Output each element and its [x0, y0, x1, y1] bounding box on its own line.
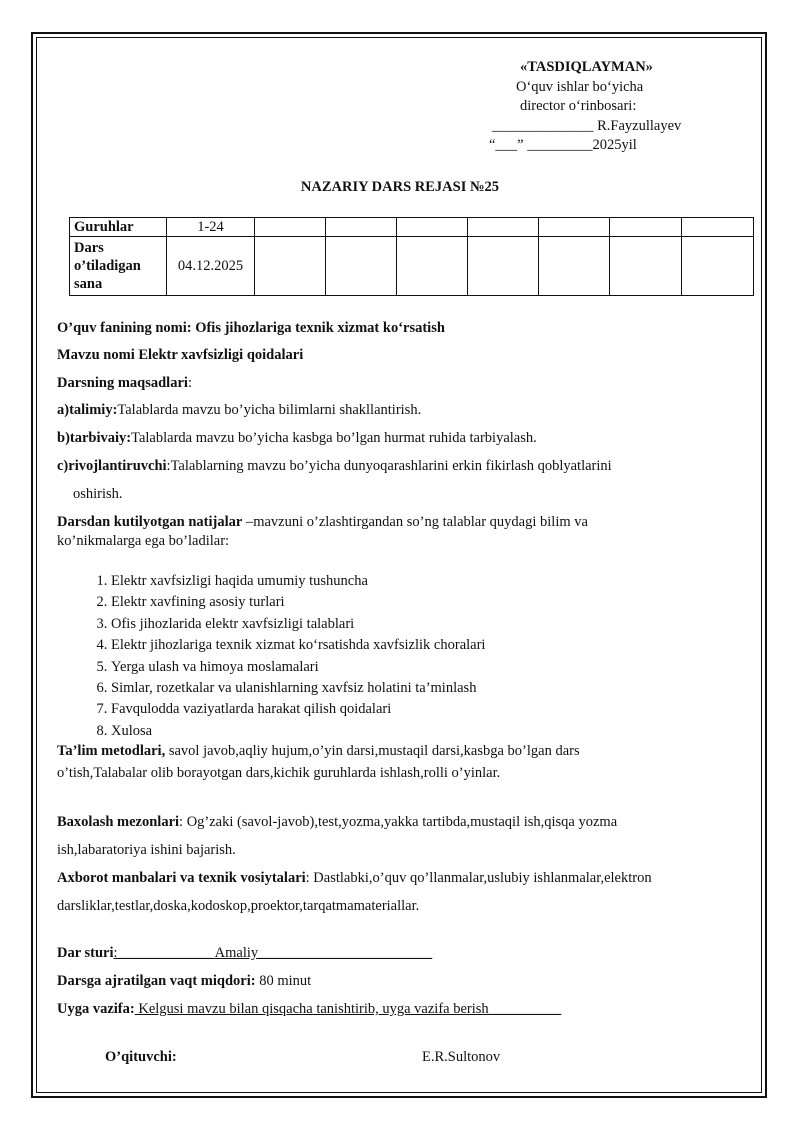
goal-c-text: :Talablarning mavzu bo’yicha dunyoqarashlarini erkin fikirlash qoblyatlarini [166, 458, 612, 474]
table-cell-empty [326, 218, 397, 237]
goal-b-label: b)tarbivaiy: [57, 430, 132, 446]
goals-heading [57, 374, 192, 393]
lesson-type-label: Dar sturi [57, 945, 114, 961]
table-cell-empty [255, 237, 326, 296]
assessment-text-1: : Og’zaki (savol-javob),test,yozma,yakka tartibda,mustaqil ish,qisqa yozma [179, 814, 618, 830]
approval-line-2: director o‘rinbosari: [520, 98, 637, 114]
outcomes-intro [57, 513, 588, 532]
schedule-table [69, 217, 754, 296]
topic-value: Elektr xavfsizligi qoidalari [138, 347, 304, 363]
table-cell-empty [539, 237, 610, 296]
goals-label: Darsning maqsadlari [57, 375, 188, 391]
date-label: Dars o’tiladigan sana [70, 237, 167, 296]
goal-a [57, 401, 421, 420]
approval-line-1: O‘quv ishlar bo‘yicha [516, 78, 644, 95]
methods-text-1: savol javob,aqliy hujum,o’yin darsi,mustaqil darsi,kasbga bo’lgan dars [165, 743, 580, 759]
assessment-label: Baxolash mezonlari [57, 814, 180, 830]
duration-line [57, 972, 311, 991]
topic-line [57, 346, 303, 365]
resources-line [57, 869, 652, 888]
document-title: NAZARIY DARS REJASI №25 [300, 179, 500, 195]
list-item: 6. Simlar, rozetkalar va ulanishlarning xavfsiz holatini ta’minlash [111, 678, 485, 699]
approval-block [489, 58, 749, 156]
outcomes-text-2: ko’nikmalarga ega bo’ladilar: [57, 533, 230, 549]
goal-a-text: Talablarda mavzu bo’yicha bilimlarni shakllantirish. [117, 402, 422, 418]
assessment-text-2: ish,labaratoriya ishini bajarish. [57, 842, 236, 858]
goal-c-continuation: oshirish. [73, 486, 123, 502]
goal-b-text: Talablarda mavzu bo’yicha kasbga bo’lgan hurmat ruhida tarbiyalash. [131, 430, 537, 446]
teacher-label: O’qituvchi: [105, 1049, 177, 1065]
subject-value: Ofis jihozlariga texnik xizmat ko‘rsatish [191, 320, 445, 336]
lesson-type-value: :_____________ Amaliy________________________ [113, 945, 433, 961]
list-item: 1. Elektr xavfsizligi haqida umumiy tushuncha [111, 571, 485, 592]
methods-label: Ta’lim metodlari, [57, 743, 166, 759]
table-cell-empty [397, 237, 468, 296]
list-item: 2. Elektr xavfining asosiy turlari [111, 592, 485, 613]
goal-c-label: c)rivojlantiruvchi [57, 458, 167, 474]
duration-label: Darsga ajratilgan vaqt miqdori: [57, 973, 256, 989]
lesson-type-line [57, 944, 432, 963]
outcomes-label: Darsdan kutilyotgan natijalar [57, 514, 243, 530]
methods-line [57, 742, 580, 761]
list-item: 3. Ofis jihozlarida elektr xavfsizligi talablari [111, 614, 485, 635]
groups-value: 1-24 [167, 218, 255, 237]
homework-value: Kelgusi mavzu bilan qisqacha tanishtirib, uyga vazifa berish__________ [134, 1001, 562, 1017]
table-cell-empty [610, 218, 682, 237]
signature-blank: ______________ [492, 117, 594, 134]
teacher-name: E.R.Sultonov [422, 1049, 501, 1065]
list-item: 7. Favqulodda vaziyatlarda harakat qilish qoidalari [111, 699, 485, 720]
goal-a-label: a)talimiy: [57, 402, 118, 418]
goal-c [57, 457, 612, 476]
list-item: 8. Xulosa [111, 721, 485, 742]
topic-label: Mavzu nomi [57, 347, 139, 363]
subject-label: O’quv fanining nomi: [57, 320, 192, 336]
table-cell-empty [468, 218, 539, 237]
groups-label: Guruhlar [70, 218, 167, 237]
resources-text-1: : Dastlabki,o’quv qo’llanmalar,uslubiy ishlanmalar,elektron [305, 870, 652, 886]
homework-line [57, 1000, 561, 1019]
list-item: 5. Yerga ulash va himoya moslamalari [111, 657, 485, 678]
resources-label: Axborot manbalari va texnik vosiytalari [57, 870, 306, 886]
goal-b [57, 429, 537, 448]
approval-signature-line [489, 117, 749, 137]
homework-label: Uyga vazifa: [57, 1001, 135, 1017]
table-cell-empty [326, 237, 397, 296]
methods-text-2: o’tish,Talabalar olib borayotgan dars,kichik guruhlarda ishlash,rolli o’yinlar. [57, 765, 501, 781]
table-cell-empty [539, 218, 610, 237]
table-cell-empty [255, 218, 326, 237]
date-value: 04.12.2025 [167, 237, 255, 296]
resources-text-2: darsliklar,testlar,doska,kodoskop,proektor,tarqatmamateriallar. [57, 898, 420, 914]
goals-colon: : [187, 375, 192, 391]
outcomes-list [57, 571, 485, 742]
table-cell-empty [682, 237, 754, 296]
outcomes-text-1: –mavzuni o’zlashtirgandan so’ng talablar quydagi bilim va [242, 514, 588, 530]
assessment-line [57, 813, 617, 832]
approval-date-line: “___” _________2025yil [489, 137, 637, 153]
subject-line [57, 319, 445, 338]
list-item: 4. Elektr jihozlariga texnik xizmat ko‘rsatishda xavfsizlik choralari [111, 635, 485, 656]
table-cell-empty [682, 218, 754, 237]
duration-value: 80 minut [255, 973, 312, 989]
approval-signer: R.Fayzullayev [593, 117, 682, 134]
approval-title: «TASDIQLAYMAN» [520, 59, 653, 75]
table-cell-empty [468, 237, 539, 296]
table-cell-empty [610, 237, 682, 296]
table-cell-empty [397, 218, 468, 237]
table-row [70, 218, 754, 237]
table-row [70, 237, 754, 296]
